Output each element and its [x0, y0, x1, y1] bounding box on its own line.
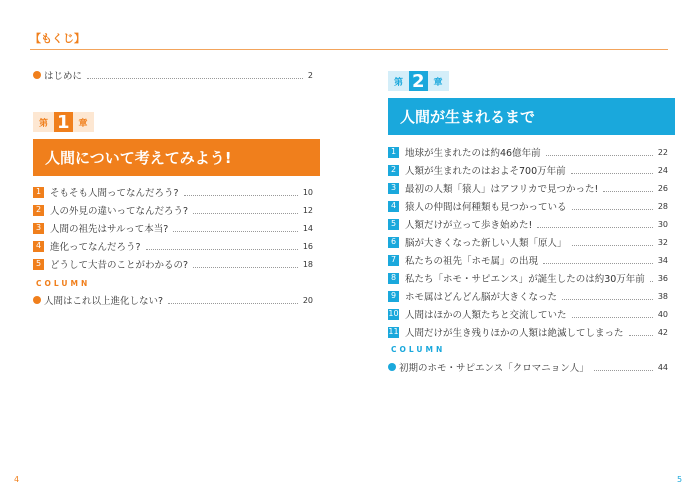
chapter1-tab-right: 章	[73, 112, 94, 132]
chapter2-tab-num: 2	[409, 71, 428, 91]
list-item[interactable]	[388, 199, 668, 213]
page-number-left: 4	[14, 475, 20, 484]
item-number: 3	[388, 183, 399, 194]
leader-dots	[650, 281, 653, 282]
item-page: 28	[657, 201, 668, 211]
item-page: 34	[657, 255, 668, 265]
list-item[interactable]	[33, 203, 313, 217]
leader-dots	[572, 209, 653, 210]
list-item[interactable]	[388, 181, 668, 195]
list-item[interactable]	[388, 325, 668, 339]
list-item[interactable]	[388, 253, 668, 267]
item-title: 脳が大きくなった新しい人類「原人」	[405, 238, 567, 249]
chapter1-column-label: COLUMN	[36, 279, 91, 288]
bullet-dot-icon	[33, 296, 41, 304]
item-page: 10	[302, 187, 313, 197]
list-item[interactable]	[388, 217, 668, 231]
column-page: 44	[657, 362, 668, 372]
page-number-right: 5	[677, 475, 683, 484]
intro-entry[interactable]	[33, 68, 313, 82]
item-page: 32	[657, 237, 668, 247]
toc-header: 【もくじ】	[30, 32, 85, 45]
item-number: 4	[388, 201, 399, 212]
item-title: 人間だけが生き残りほかの人類は絶滅してしまった	[405, 328, 624, 339]
leader-dots	[87, 78, 303, 79]
item-title: 人類だけが立って歩き始めた!	[405, 220, 533, 231]
item-page: 12	[302, 205, 313, 215]
chapter2-tab-left: 第	[388, 71, 409, 91]
item-page: 30	[657, 219, 668, 229]
item-page: 36	[657, 273, 668, 283]
item-number: 5	[388, 219, 399, 230]
item-title: 人間はほかの人類たちと交流していた	[405, 310, 567, 321]
item-number: 2	[33, 205, 44, 216]
chapter2-tab	[388, 71, 449, 91]
item-page: 14	[302, 223, 313, 233]
column-title: 初期のホモ・サピエンス「クロマニョン人」	[399, 363, 589, 374]
chapter2-column-entry[interactable]	[388, 360, 668, 374]
item-number: 4	[33, 241, 44, 252]
item-number: 3	[33, 223, 44, 234]
column-title: 人間はこれ以上進化しない?	[44, 296, 164, 307]
chapter1-tab	[33, 112, 94, 132]
list-item[interactable]	[388, 307, 668, 321]
item-number: 10	[388, 309, 399, 318]
leader-dots	[572, 317, 653, 318]
item-title: 地球が生まれたのは約46億年前	[405, 148, 541, 159]
item-title: 猿人の仲間は何種類も見つかっている	[405, 202, 567, 213]
item-page: 42	[657, 327, 668, 337]
list-item[interactable]	[33, 221, 313, 235]
item-number: 1	[388, 147, 399, 158]
bullet-dot-icon	[388, 363, 396, 371]
leader-dots	[193, 267, 298, 268]
chapter1-column-entry[interactable]	[33, 293, 313, 307]
leader-dots	[603, 191, 652, 192]
item-title: 人の外見の違いってなんだろう?	[50, 206, 189, 217]
item-number: 1	[33, 187, 44, 198]
chapter2-title: 人間が生まれるまで	[388, 98, 675, 135]
item-title: そもそも人間ってなんだろう?	[50, 188, 179, 199]
item-number: 9	[388, 291, 399, 302]
item-number: 6	[388, 237, 399, 248]
item-number: 8	[388, 273, 399, 284]
leader-dots	[193, 213, 298, 214]
leader-dots	[546, 155, 653, 156]
list-item[interactable]	[388, 163, 668, 177]
leader-dots	[168, 303, 298, 304]
chapter1-tab-left: 第	[33, 112, 54, 132]
item-title: 私たち「ホモ・サピエンス」が誕生したのは約30万年前	[405, 274, 645, 285]
item-page: 26	[657, 183, 668, 193]
item-title: 私たちの祖先「ホモ属」の出現	[405, 256, 539, 267]
list-item[interactable]	[388, 289, 668, 303]
item-page: 24	[657, 165, 668, 175]
leader-dots	[594, 370, 653, 371]
header-rule	[30, 49, 668, 50]
intro-title: はじめに	[44, 71, 83, 82]
chapter2-column-label: COLUMN	[391, 345, 446, 354]
chapter1-title: 人間について考えてみよう!	[33, 139, 320, 176]
item-title: ホモ属はどんどん脳が大きくなった	[405, 292, 558, 303]
leader-dots	[173, 231, 298, 232]
item-number: 5	[33, 259, 44, 270]
list-item[interactable]	[33, 239, 313, 253]
list-item[interactable]	[33, 257, 313, 271]
list-item[interactable]	[388, 271, 668, 285]
item-number: 2	[388, 165, 399, 176]
list-item[interactable]	[388, 145, 668, 159]
item-number: 7	[388, 255, 399, 266]
leader-dots	[571, 173, 653, 174]
chapter2-tab-right: 章	[428, 71, 449, 91]
leader-dots	[572, 245, 653, 246]
leader-dots	[543, 263, 653, 264]
intro-page: 2	[307, 70, 313, 80]
item-page: 18	[302, 259, 313, 269]
leader-dots	[629, 335, 653, 336]
item-number: 11	[388, 327, 399, 336]
item-title: どうして大昔のことがわかるの?	[50, 260, 189, 271]
bullet-dot-icon	[33, 71, 41, 79]
chapter1-tab-num: 1	[54, 112, 73, 132]
list-item[interactable]	[33, 185, 313, 199]
leader-dots	[184, 195, 298, 196]
leader-dots	[562, 299, 653, 300]
item-title: 進化ってなんだろう?	[50, 242, 141, 253]
item-page: 40	[657, 309, 668, 319]
leader-dots	[537, 227, 653, 228]
item-title: 人類が生まれたのはおよそ700万年前	[405, 166, 566, 177]
list-item[interactable]	[388, 235, 668, 249]
item-page: 16	[302, 241, 313, 251]
item-title: 人間の祖先はサルって本当?	[50, 224, 169, 235]
leader-dots	[146, 249, 298, 250]
item-page: 22	[657, 147, 668, 157]
item-title: 最初の人類「猿人」はアフリカで見つかった!	[405, 184, 599, 195]
column-page: 20	[302, 295, 313, 305]
item-page: 38	[657, 291, 668, 301]
